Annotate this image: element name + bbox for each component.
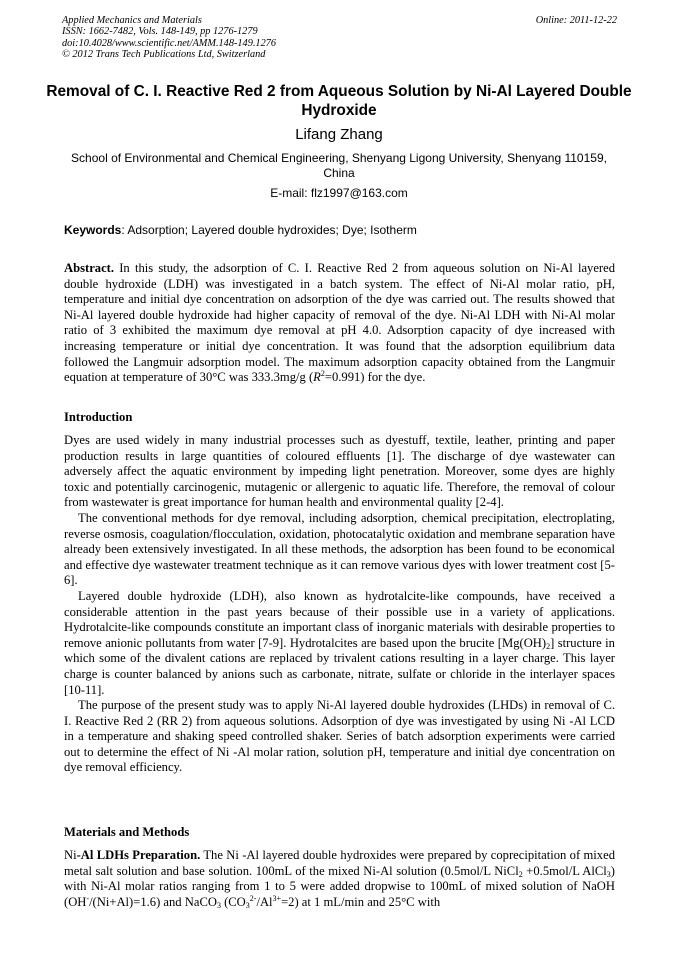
paper-title: Removal of C. I. Reactive Red 2 from Aqueous Solution by Ni-Al Layered Double Hydroxide: [46, 83, 632, 119]
methods-text-2: +0.5mol/L AlCl: [522, 863, 607, 878]
methods-text-6: /Al: [256, 894, 273, 909]
issn-line: ISSN: 1662-7482, Vols. 148-149, pp 1276-1279: [62, 26, 258, 38]
author-name: Lifang Zhang: [295, 126, 383, 143]
methods-sub-1: 2: [518, 869, 523, 879]
methods-heading: Materials and Methods: [64, 825, 190, 839]
methods-sup-1: -: [86, 893, 90, 903]
r-superscript: 2: [320, 369, 325, 379]
methods-sup-3: 3+: [272, 893, 282, 903]
methods-text-3: ) with Ni-Al molar ratios ranging from 1 to 5 were added dropwise to 100mL of mixed solution of NaOH (OH: [64, 863, 615, 909]
affiliation: School of Environmental and Chemical Engineering, Shenyang Ligong University, Shenyang 110159, China: [71, 151, 607, 180]
methods-sup-2: 2-: [249, 893, 257, 903]
online-date: Online: 2011-12-22: [535, 15, 617, 26]
methods-body: [64, 848, 615, 910]
keywords-text: : Adsorption; Layered double hydroxides; Dye; Isotherm: [121, 223, 417, 237]
intro-p3-subscript: 2: [546, 641, 551, 651]
intro-p3-text: Layered double hydroxide (LDH), also known as hydrotalcite-like compounds, have received a considerable attention in the past years because of their possible use in a variety of applications. Hydrotalcite-like compounds constitute an important class of inorganic materials with desirable properties to remove anionic pollutants from water [7-9]. Hydrotalcites are based upon the brucite [Mg(OH): [64, 588, 615, 650]
methods-sub-ni: Ni: [64, 848, 77, 862]
abstract-text: In this study, the adsorption of C. I. Reactive Red 2 from aqueous solution on Ni-Al layered double hydroxide (LDH) was investigated in a batch system. The effect of Ni-Al molar ratio, pH, temperature and initial dye concentration on adsorption of the dye was carried out. The results showed that Ni-Al layered double hydroxide had higher capacity of removal of the dye. Ni-Al LDH with Ni-Al molar ratio of 3 exhibited the maximum dye removal at pH 4.0. Adsorption capacity of dye increased with increasing temperature or initial dye concentration. It was found that the adsorption equilibrium data followed the Langmuir adsorption model. The maximum adsorption capacity obtained from the Langmuir equation at temperature of 30°C was 333.3mg/g (: [64, 261, 615, 385]
intro-paragraph-3: [64, 589, 615, 698]
methods-text-1: The Ni -Al layered double hydroxides were prepared by coprecipitation of mixed metal salt solution and base solution. 100mL of the mixed Ni-Al solution (0.5mol/L NiCl: [64, 848, 615, 878]
r-symbol: R: [313, 370, 321, 385]
abstract-text-end: =0.991) for the dye.: [324, 370, 426, 385]
methods-text-4: /(Ni+Al)=1.6) and NaCO: [89, 894, 217, 909]
abstract: [64, 261, 615, 386]
doi-line: doi:10.4028/www.scientific.net/AMM.148-149.1276: [62, 37, 277, 49]
methods-sub-4: 3: [245, 900, 250, 910]
methods-text-5: (CO: [220, 894, 246, 909]
methods-sub-2: 3: [606, 869, 611, 879]
methods-text-7: =2) at 1 mL/min and 25°C with: [281, 894, 441, 909]
journal-name: Applied Mechanics and Materials: [62, 15, 202, 26]
intro-paragraph-1: Dyes are used widely in many industrial processes such as dyestuff, textile, leather, printing and paper production results in large quantities of coloured effluents [1]. The discharge of dye wastewater can adversely affect the aquatic environment by impeding light penetration. Moreover, some dyes are highly toxic and potentially carcinogenic, mutagenic or allergenic to aquatic life. Therefore, the removal of colour from wastewater is great importance for human health and environmental quality [2-4].: [64, 433, 615, 510]
introduction-body: [64, 433, 615, 776]
methods-sub-3: 3: [216, 900, 221, 910]
copyright-line: © 2012 Trans Tech Publications Ltd, Switzerland: [62, 49, 266, 61]
abstract-label: Abstract.: [64, 261, 115, 275]
journal-header: [62, 15, 617, 61]
methods-paragraph-1: [64, 848, 615, 910]
author-email: E-mail: flz1997@163.com: [270, 186, 408, 200]
introduction-heading: Introduction: [64, 410, 133, 424]
intro-paragraph-2: The conventional methods for dye removal, including adsorption, chemical precipitation, electroplating, reverse osmosis, coagulation/flocculation, oxidation, photocatalytic oxidation and membrane separation have already been extensively investigated. In all these methods, the adsorption has been found to be economical and effective dye wastewater treatment technique as it can remove various dyes with lower treatment cost [5-6].: [64, 510, 615, 588]
intro-paragraph-4: The purpose of the present study was to apply Ni-Al layered double hydroxides (LHDs) in removal of C. I. Reactive Red 2 (RR 2) from aqueous solutions. Adsorption of dye was investigated by using Ni -Al LCD in a temperature and shaking speed controlled shaker. Series of batch adsorption experiments were carried out to determine the effect of Ni -Al molar ration, solution pH, temperature and initial dye concentration on dye removal efficiency.: [64, 698, 615, 775]
keywords-label: Keywords: [64, 223, 122, 237]
keywords: [64, 223, 616, 238]
intro-p3-text-end: ] structure in which some of the divalent cations are replaced by trivalent cations resulting in a layer charge. This layer charge is counter balanced by anions such as carbonate, nitrate, sulfate or chloride in the interlayer spaces [10-11].: [64, 635, 615, 697]
methods-subheading: -Al LDHs Preparation.: [76, 848, 201, 862]
